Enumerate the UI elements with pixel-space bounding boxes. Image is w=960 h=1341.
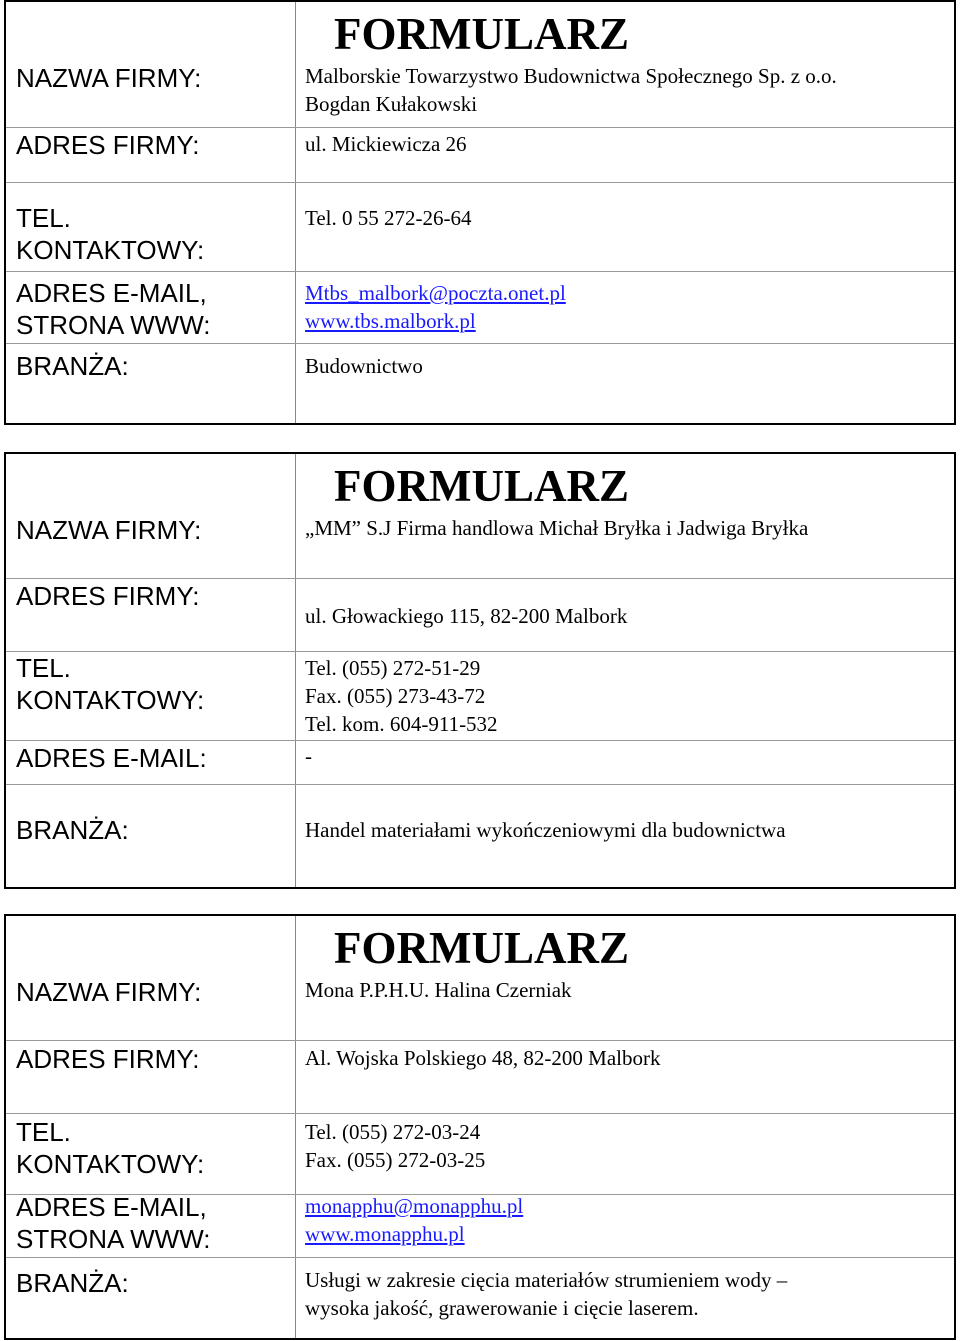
industry-label: BRANŻA: <box>16 351 129 381</box>
industry-value: Handel materiałami wykończeniowymi dla budownictwa <box>305 818 786 842</box>
mobile-line: Tel. kom. 604-911-532 <box>305 712 498 736</box>
contact-links <box>305 279 566 335</box>
row-divider <box>6 271 954 272</box>
phone-label-line1: TEL. <box>16 653 71 683</box>
company-name-value <box>305 62 837 118</box>
phone-values <box>305 654 498 738</box>
company-address-label: ADRES FIRMY: <box>16 130 200 160</box>
phone-value: Tel. 0 55 272-26-64 <box>305 206 472 230</box>
phone-label-line2: KONTAKTOWY: <box>16 235 205 265</box>
company-address-value: ul. Głowackiego 115, 82-200 Malbork <box>305 604 628 628</box>
phone-label-line2: KONTAKTOWY: <box>16 1149 205 1179</box>
row-divider <box>6 578 954 579</box>
email-link[interactable]: Mtbs_malbork@poczta.onet.pl <box>305 281 566 305</box>
industry-line: Usługi w zakresie cięcia materiałów strumieniem wody – <box>305 1268 788 1292</box>
column-divider <box>295 2 296 423</box>
form-title: FORMULARZ <box>334 923 629 973</box>
industry-value <box>305 1266 787 1322</box>
email-label: ADRES E-MAIL: <box>16 743 207 773</box>
company-address-label: ADRES FIRMY: <box>16 581 200 611</box>
column-divider <box>295 454 296 887</box>
company-address-value: ul. Mickiewicza 26 <box>305 132 467 156</box>
form-title: FORMULARZ <box>334 461 629 511</box>
column-divider <box>295 916 296 1338</box>
email-value: - <box>305 744 312 768</box>
company-address-label: ADRES FIRMY: <box>16 1044 200 1074</box>
row-divider <box>6 651 954 652</box>
row-divider <box>6 1113 954 1114</box>
phone-label-line2: KONTAKTOWY: <box>16 685 205 715</box>
industry-label: BRANŻA: <box>16 815 129 845</box>
fax-line: Fax. (055) 273-43-72 <box>305 684 486 708</box>
company-name-value: „MM” S.J Firma handlowa Michał Bryłka i Jadwiga Bryłka <box>305 516 809 540</box>
phone-line: Tel. (055) 272-03-24 <box>305 1120 481 1144</box>
fax-line: Fax. (055) 272-03-25 <box>305 1148 486 1172</box>
form-3 <box>4 914 956 1340</box>
email-label-line1: ADRES E-MAIL, <box>16 278 207 308</box>
company-address-value: Al. Wojska Polskiego 48, 82-200 Malbork <box>305 1046 661 1070</box>
industry-label: BRANŻA: <box>16 1268 129 1298</box>
email-label-line2: STRONA WWW: <box>16 310 211 340</box>
row-divider <box>6 127 954 128</box>
row-divider <box>6 182 954 183</box>
contact-links <box>305 1192 523 1248</box>
phone-values <box>305 1118 485 1174</box>
email-link[interactable]: monapphu@monapphu.pl <box>305 1194 524 1218</box>
industry-line: wysoka jakość, grawerowanie i cięcie laserem. <box>305 1296 699 1320</box>
company-name-line: Malborskie Towarzystwo Budownictwa Społecznego Sp. z o.o. <box>305 64 837 88</box>
phone-label-line1: TEL. <box>16 1117 71 1147</box>
website-link[interactable]: www.tbs.malbork.pl <box>305 309 476 333</box>
company-name-label: NAZWA FIRMY: <box>16 977 202 1007</box>
form-2 <box>4 452 956 889</box>
row-divider <box>6 784 954 785</box>
row-divider <box>6 1040 954 1041</box>
row-divider <box>6 1257 954 1258</box>
company-name-label: NAZWA FIRMY: <box>16 63 202 93</box>
row-divider <box>6 343 954 344</box>
company-name-label: NAZWA FIRMY: <box>16 515 202 545</box>
email-label-line1: ADRES E-MAIL, <box>16 1192 207 1222</box>
email-label-line2: STRONA WWW: <box>16 1224 211 1254</box>
industry-value: Budownictwo <box>305 354 423 378</box>
form-1 <box>4 0 956 425</box>
company-name-line: Bogdan Kułakowski <box>305 92 478 116</box>
website-link[interactable]: www.monapphu.pl <box>305 1222 465 1246</box>
row-divider <box>6 740 954 741</box>
form-title: FORMULARZ <box>334 9 629 59</box>
company-name-value: Mona P.P.H.U. Halina Czerniak <box>305 978 572 1002</box>
phone-line: Tel. (055) 272-51-29 <box>305 656 481 680</box>
phone-label-line1: TEL. <box>16 203 71 233</box>
